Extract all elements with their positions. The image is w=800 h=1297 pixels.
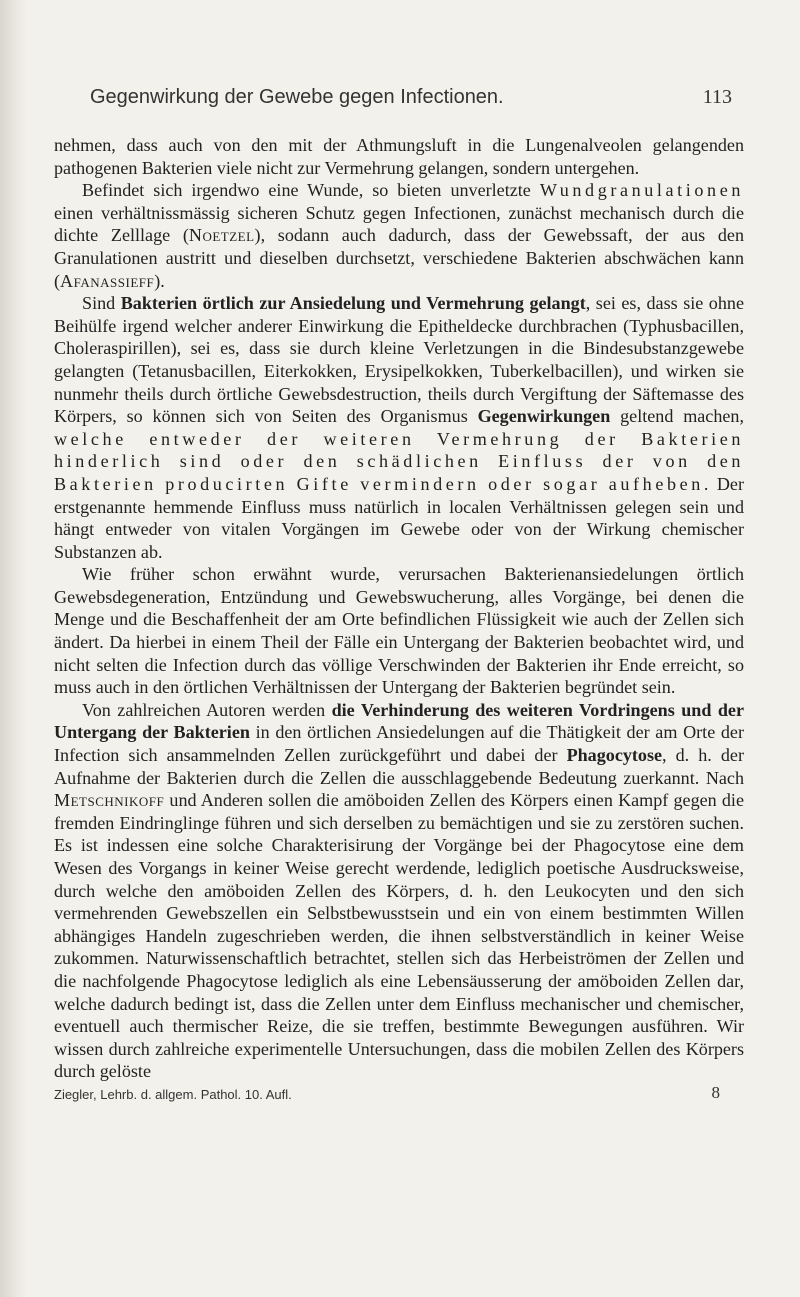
p5-author-metschnikoff: Metschnikoff xyxy=(54,790,165,811)
p2-author-noetzel: Noetzel xyxy=(188,225,255,246)
p2-text-a: Befindet sich irgendwo eine Wunde, so bieten unverletzte xyxy=(82,180,540,201)
p5-text-c: , d. h. der Aufnahme der Bakterien durch die Zellen die ausschlaggebende Bedeutung zuerkannt. Nach xyxy=(54,745,744,788)
p5-text-a: Von zahlreichen Autoren werden xyxy=(82,699,332,720)
p5-bold-heading: die Verhinderung des weiteren Vordringens und der Untergang der Bakterien xyxy=(54,699,744,743)
body-text xyxy=(54,134,744,1083)
sheet-signature-number: 8 xyxy=(711,1082,720,1102)
p3-text-d: Der erstgenannte hemmende Einfluss muss natürlich in localen Verhältnissen gelegen sein und hängt entweder von vitalen Vorgängen im Gewebe oder von der Wirkung chemischer Substanzen ab. xyxy=(54,473,744,562)
p2-text-d: ). xyxy=(154,270,165,291)
paragraph-4 xyxy=(54,563,744,699)
paragraph-1 xyxy=(54,134,744,179)
p2-spaced-term: Wundgranulationen xyxy=(539,180,744,201)
paragraph-2 xyxy=(54,179,744,292)
p3-spaced-text: welche entweder der weiteren Vermehrung der Bakterien hinderlich sind oder den schädlichen Einfluss der von den Bakterien producirten Gifte vermindern oder sogar aufheben. xyxy=(54,428,744,494)
page-number: 113 xyxy=(702,86,732,108)
p3-text-b: , sei es, dass sie ohne Beihülfe irgend welcher anderer Einwirkung die Epitheldecke durchbrachen (Typhusbacillen, Choleraspirillen), sei es, dass sie durch kleine Verletzungen in die Bindesubstanzgewebe gelangten (Tetanusbacillen, Eiterkokken, Erysipelkokken, Tuberkelbacillen), und wirken sie nunmehr theils durch örtliche Gewebsdestruction, theils durch Vergiftung der Säftemasse des Körpers, so können sich von Seiten des Organismus xyxy=(54,293,744,427)
running-head xyxy=(54,86,744,116)
page-edge-shadow xyxy=(0,0,28,1297)
p3-bold-heading: Bakterien örtlich zur Ansiedelung und Vermehrung gelangt xyxy=(120,293,586,314)
p5-text-d: und Anderen sollen die amöboiden Zellen des Körpers einen Kampf gegen die fremden Eindringlinge führen und sich derselben zu bemächtigen und sie zu zerstören suchen. Es ist indessen eine solche Charakterisirung der Vorgänge bei der Phagocytose eine dem Wesen des Vorgangs in keiner Weise gerecht werdende, lediglich poetische Ausdrucksweise, durch welche den amöboiden Zellen des Körpers, d. h. den Leukocyten und den sich vermehrenden Gewebszellen ein Selbstbewusstsein und ein von einem bestimmten Willen abhängiges Handeln zugeschrieben werden, die ihnen selbstverständlich in keiner Weise zukommen. Naturwissenschaftlich betrachtet, stellen sich das Herbeiströmen der Zellen und die nachfolgende Phagocytose lediglich als eine Lebensäusserung der amöboiden Zellen dar, welche dadurch bedingt ist, dass die Zellen unter dem Einfluss mechanischer und chemischer, eventuell auch thermischer Reize, die sie treffen, bestimmte Bewegungen ausführen. Wir wissen durch zahlreiche experimentelle Untersuchungen, dass die mobilen Zellen des Körpers durch gelöste xyxy=(54,790,744,1082)
paragraph-4-text: Wie früher schon erwähnt wurde, verursachen Bakterienansiedelungen örtlich Gewebsdegeneration, Entzündung und Gewebswucherung, alles Vorgänge, bei denen die Menge und die Beschaffenheit der am Orte befindlichen Flüssigkeit wie auch der Zellen sich ändert. Da hierbei in einem Theil der Fälle ein Untergang der Bakterien beobachtet wird, und nicht selten die Infection durch das völlige Verschwinden der Bakterien ihr Ende erreicht, so muss auch in den örtlichen Verhältnissen der Untergang der Bakterien begründet sein. xyxy=(54,564,744,698)
p2-text-c: ), sodann auch dadurch, dass der Gewebssaft, der aus den Granulationen austritt und dieselben durchsetzt, verschiedene Bakterien abschwächen kann ( xyxy=(54,225,744,291)
paragraph-5 xyxy=(54,699,744,1083)
running-title: Gegenwirkung der Gewebe gegen Infectionen. xyxy=(90,86,504,108)
page-footer xyxy=(54,1082,744,1107)
paragraph-3 xyxy=(54,292,744,563)
p2-text-b: einen verhältnissmässig sicheren Schutz gegen Infectionen, zunächst mechanisch durch die dichte Zelllage ( xyxy=(54,202,744,246)
paragraph-1-text: nehmen, dass auch von den mit der Athmungsluft in die Lungenalveolen gelangenden pathogenen Bakterien viele nicht zur Vermehrung gelangen, sondern untergehen. xyxy=(54,135,744,178)
p2-author-afanassieff: Afanassieff xyxy=(60,270,155,291)
p3-bold-gegenwirkungen: Gegenwirkungen xyxy=(477,406,611,427)
p5-text-b: in den örtlichen Ansiedelungen auf die Thätigkeit der am Orte der Infection sich ansammelnden Zellen zurückgeführt und dabei der xyxy=(54,722,744,766)
p3-text-a: Sind xyxy=(82,293,121,314)
printer-signature: Ziegler, Lehrb. d. allgem. Pathol. 10. Aufl. xyxy=(54,1086,292,1102)
book-page xyxy=(54,86,744,1107)
p5-bold-phagocytose: Phagocytose xyxy=(566,745,663,766)
p3-text-c: geltend machen, xyxy=(610,406,744,427)
